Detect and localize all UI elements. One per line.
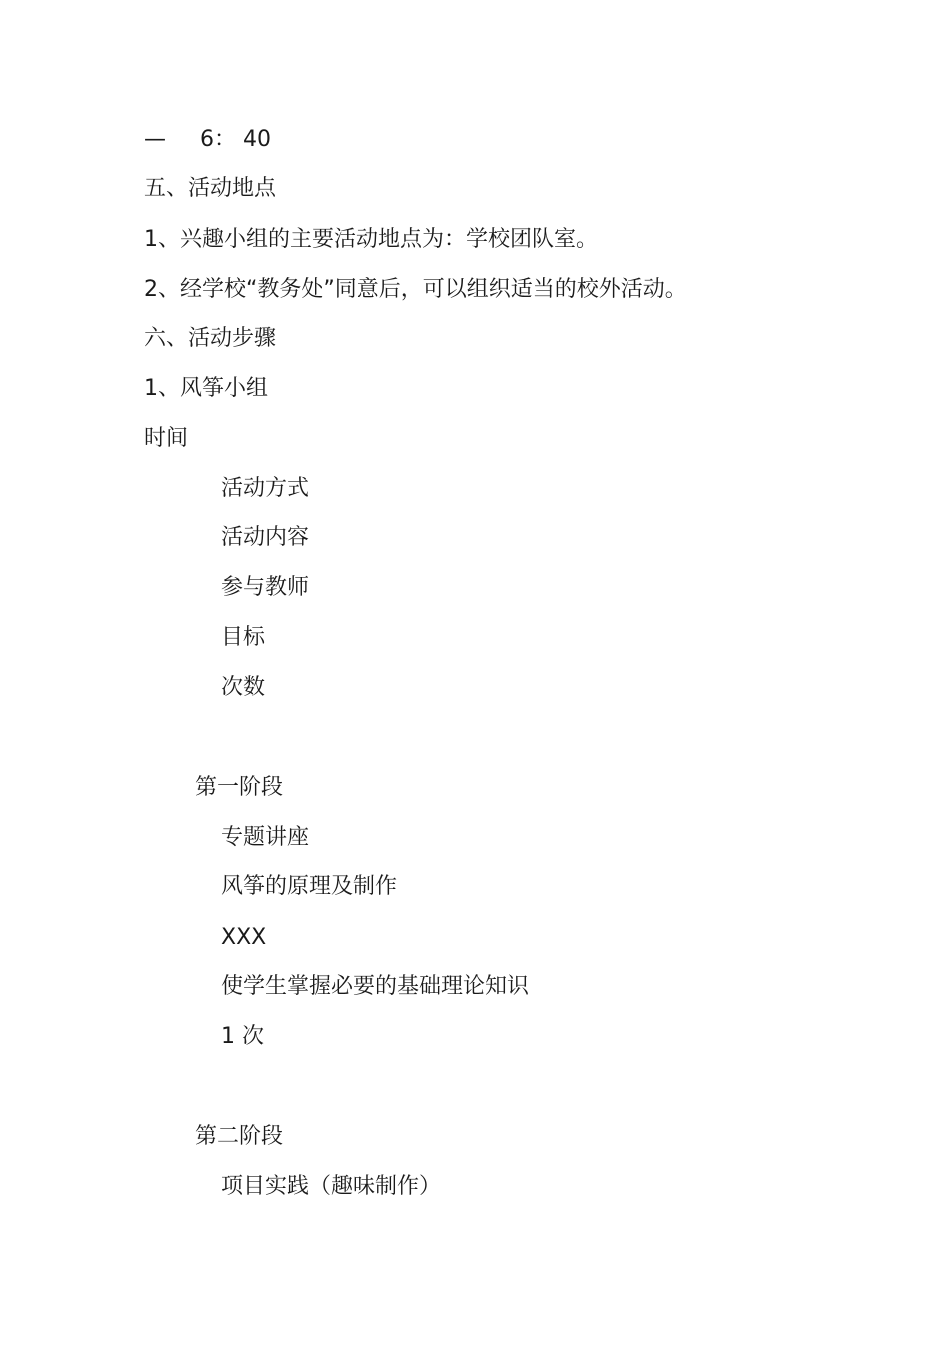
table-header-time: 时间	[144, 426, 189, 451]
stage-1-goal: 使学生掌握必要的基础理论知识	[221, 974, 530, 999]
group-title-kite: 1、风筝小组	[144, 376, 268, 401]
stage-2-name: 第二阶段	[195, 1124, 284, 1149]
location-item-1: 1、兴趣小组的主要活动地点为：学校团队室。	[144, 227, 598, 252]
table-header-method: 活动方式	[221, 476, 310, 501]
stage-1-method: 专题讲座	[221, 825, 310, 850]
time-dash: —	[144, 127, 166, 152]
stage-1-content: 风筝的原理及制作	[221, 874, 398, 899]
stage-1-teacher: XXX	[221, 925, 267, 950]
location-item-2: 2、经学校“教务处”同意后，可以组织适当的校外活动。	[144, 277, 687, 302]
stage-1-name: 第一阶段	[195, 775, 284, 800]
time-line	[144, 125, 271, 155]
table-header-content: 活动内容	[221, 525, 310, 550]
section-heading-location: 五、活动地点	[144, 176, 277, 201]
stage-2-method: 项目实践（趣味制作）	[221, 1174, 442, 1199]
table-header-count: 次数	[221, 675, 266, 700]
table-header-goal: 目标	[221, 625, 266, 650]
table-header-teacher: 参与教师	[221, 575, 310, 600]
section-heading-steps: 六、活动步骤	[144, 326, 277, 351]
stage-1-count: 1 次	[221, 1024, 264, 1049]
time-value: 6： 40	[200, 127, 271, 152]
